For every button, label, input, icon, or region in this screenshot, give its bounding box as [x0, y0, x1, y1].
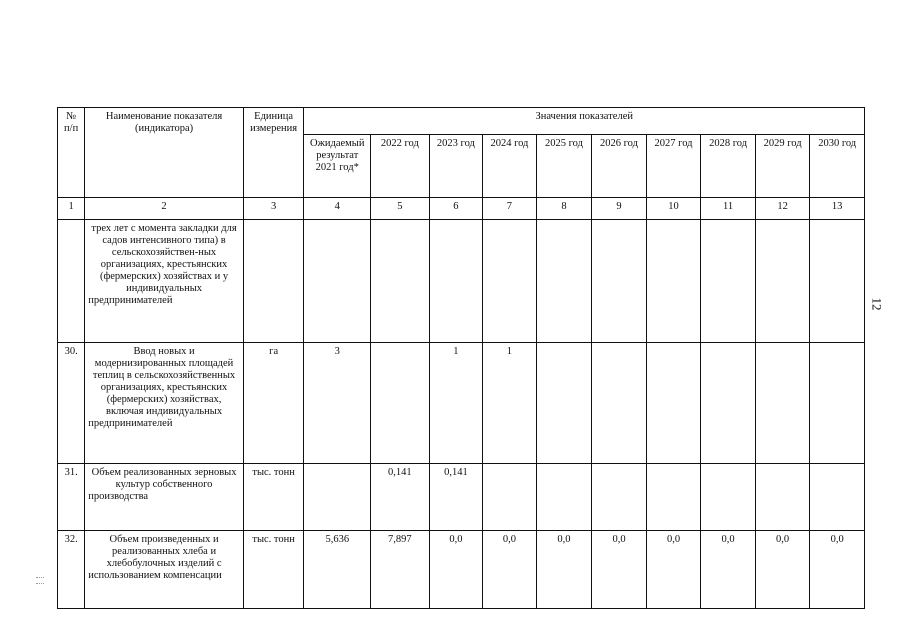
- value-cell: 1: [429, 343, 483, 464]
- year-header: 2023 год: [429, 135, 483, 198]
- year-header: Ожидаемый результат 2021 год*: [304, 135, 371, 198]
- column-number: 8: [536, 198, 592, 220]
- value-cell: [755, 220, 810, 343]
- value-cell: [304, 220, 371, 343]
- column-number: 13: [810, 198, 865, 220]
- row-number: 32.: [58, 531, 85, 609]
- value-cell: [646, 343, 701, 464]
- value-cell: [810, 220, 865, 343]
- year-header: 2025 год: [536, 135, 592, 198]
- header-values: Значения показателей: [304, 108, 865, 135]
- indicator-name: Объем реализованных зерновых культур собственного производства: [85, 464, 244, 531]
- indicators-table: [57, 107, 865, 609]
- value-cell: [483, 464, 537, 531]
- value-cell: 0,0: [810, 531, 865, 609]
- year-header: 2028 год: [701, 135, 756, 198]
- value-cell: 0,0: [755, 531, 810, 609]
- value-cell: 0,0: [592, 531, 647, 609]
- row-number: [58, 220, 85, 343]
- value-cell: 5,636: [304, 531, 371, 609]
- value-cell: [701, 343, 756, 464]
- value-cell: [536, 343, 592, 464]
- value-cell: 0,141: [429, 464, 483, 531]
- margin-mark: [36, 583, 44, 584]
- value-cell: [592, 464, 647, 531]
- value-cell: [592, 343, 647, 464]
- table-row: [58, 531, 865, 609]
- value-cell: [536, 464, 592, 531]
- value-cell: 1: [483, 343, 537, 464]
- indicator-name: трех лет с момента закладки для садов интенсивного типа) в сельскохозяйствен-ных организациях, крестьянских (фермерских) хозяйствах и у индивидуальных предпринимателей: [85, 220, 244, 343]
- column-number: 4: [304, 198, 371, 220]
- header-name: Наименование показателя (индикатора): [85, 108, 244, 198]
- value-cell: [483, 220, 537, 343]
- value-cell: [810, 343, 865, 464]
- year-header: 2029 год: [755, 135, 810, 198]
- column-number: 1: [58, 198, 85, 220]
- column-number: 6: [429, 198, 483, 220]
- table-row: [58, 220, 865, 343]
- year-header: 2026 год: [592, 135, 647, 198]
- value-cell: [701, 220, 756, 343]
- column-number-row: [58, 198, 865, 220]
- value-cell: [304, 464, 371, 531]
- column-number: 11: [701, 198, 756, 220]
- margin-mark: [36, 577, 44, 578]
- unit-cell: [243, 220, 304, 343]
- column-number: 3: [243, 198, 304, 220]
- value-cell: [371, 220, 430, 343]
- value-cell: 0,141: [371, 464, 430, 531]
- year-header: 2027 год: [646, 135, 701, 198]
- value-cell: 0,0: [483, 531, 537, 609]
- column-number: 7: [483, 198, 537, 220]
- value-cell: [646, 464, 701, 531]
- value-cell: [810, 464, 865, 531]
- value-cell: [755, 464, 810, 531]
- unit-cell: тыс. тонн: [243, 464, 304, 531]
- column-number: 5: [371, 198, 430, 220]
- year-header: 2024 год: [483, 135, 537, 198]
- value-cell: 3: [304, 343, 371, 464]
- indicator-name: Ввод новых и модернизированных площадей теплиц в сельскохозяйственных организациях, крестьянских (фермерских) хозяйствах, включая индивидуальных предпринимателей: [85, 343, 244, 464]
- header-number: № п/п: [58, 108, 85, 198]
- table-row: [58, 464, 865, 531]
- page-number: 12: [869, 297, 885, 311]
- unit-cell: га: [243, 343, 304, 464]
- year-header: 2030 год: [810, 135, 865, 198]
- value-cell: 0,0: [429, 531, 483, 609]
- value-cell: [371, 343, 430, 464]
- value-cell: [592, 220, 647, 343]
- value-cell: [536, 220, 592, 343]
- column-number: 12: [755, 198, 810, 220]
- year-header: 2022 год: [371, 135, 430, 198]
- value-cell: [755, 343, 810, 464]
- column-number: 9: [592, 198, 647, 220]
- value-cell: 0,0: [536, 531, 592, 609]
- unit-cell: тыс. тонн: [243, 531, 304, 609]
- value-cell: 0,0: [701, 531, 756, 609]
- value-cell: [429, 220, 483, 343]
- value-cell: [701, 464, 756, 531]
- column-number: 2: [85, 198, 244, 220]
- row-number: 31.: [58, 464, 85, 531]
- value-cell: 0,0: [646, 531, 701, 609]
- row-number: 30.: [58, 343, 85, 464]
- indicator-name: Объем произведенных и реализованных хлеба и хлебобулочных изделий с использованием компенсации: [85, 531, 244, 609]
- header-unit: Единица измерения: [243, 108, 304, 198]
- column-number: 10: [646, 198, 701, 220]
- header-row-top: [58, 108, 865, 135]
- table-row: [58, 343, 865, 464]
- value-cell: 7,897: [371, 531, 430, 609]
- value-cell: [646, 220, 701, 343]
